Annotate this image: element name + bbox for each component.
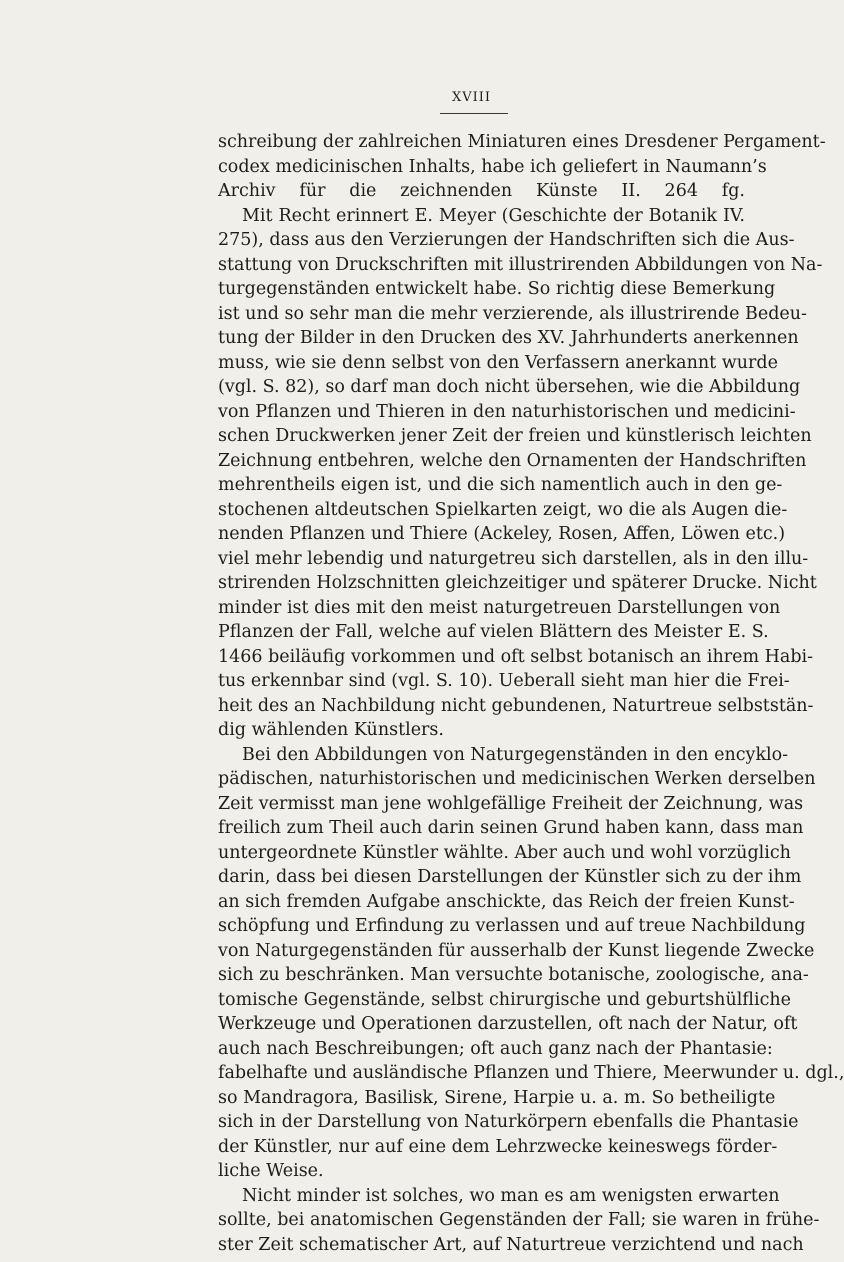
text-line: von Naturgegenständen für ausserhalb der Kunst liegende Zwecke xyxy=(218,940,815,961)
text-line: ist und so sehr man die mehr verzierende, als illustrirende Bedeu- xyxy=(218,303,807,324)
text-line: schen Druckwerken jener Zeit der freien und künstlerisch leichten xyxy=(218,426,812,446)
text-line: viel mehr lebendig und naturgetreu sich darstellen, als in den illu- xyxy=(218,548,809,569)
text-line: Mit Recht erinnert E. Meyer (Geschichte der Botanik IV. xyxy=(242,205,745,226)
text-line: so Mandragora, Basilisk, Sirene, Harpie u. a. m. So betheiligte xyxy=(218,1087,776,1108)
text-line: stochenen altdeutschen Spielkarten zeigt, wo die als Augen die- xyxy=(218,499,788,520)
text-line: Werkzeuge und Operationen darzustellen, oft nach der Natur, oft xyxy=(218,1014,798,1034)
text-line: fabelhafte und ausländische Pflanzen und Thiere, Meerwunder u. dgl., xyxy=(218,1063,844,1083)
text-line: tung der Bilder in den Drucken des XV. Jahrhunderts anerkennen xyxy=(218,328,799,348)
text-line: sollte, bei anatomischen Gegenständen der Fall; sie waren in frühe- xyxy=(218,1210,820,1230)
text-line: nenden Pflanzen und Thiere (Ackeley, Rosen, Affen, Löwen etc.) xyxy=(218,524,786,544)
text-line: tus erkennbar sind (vgl. S. 10). Ueberall sieht man hier die Frei- xyxy=(218,671,790,691)
text-line: schöpfung und Erfindung zu verlassen und auf treue Nachbildung xyxy=(218,916,806,936)
text-line: Bei den Abbildungen von Naturgegenständen in den encyklo- xyxy=(242,744,789,765)
text-line: an sich fremden Aufgabe anschickte, das Reich der freien Kunst- xyxy=(218,891,795,912)
text-line: sich in der Darstellung von Naturkörpern ebenfalls die Phantasie xyxy=(218,1112,799,1132)
text-line: liche Weise. xyxy=(218,1161,324,1181)
text-line: Pflanzen der Fall, welche auf vielen Blättern des Meister E. S. xyxy=(218,622,769,642)
text-line: der Künstler, nur auf eine dem Lehrzwecke keineswegs förder- xyxy=(218,1136,778,1157)
text-line: stattung von Druckschriften mit illustrirenden Abbildungen von Na- xyxy=(218,254,823,275)
header-rule xyxy=(440,113,508,114)
body-text xyxy=(218,130,844,1257)
text-line: ster Zeit schematischer Art, auf Naturtreue verzichtend und nach xyxy=(218,1234,804,1255)
text-line: tomische Gegenstände, selbst chirurgische und geburtshülfliche xyxy=(218,989,792,1010)
text-line: codex medicinischen Inhalts, habe ich geliefert in Naumann’s xyxy=(218,156,767,177)
page-number: XVIII xyxy=(452,90,492,105)
text-line: sich zu beschränken. Man versuchte botanische, zoologische, ana- xyxy=(218,965,809,985)
text-line: muss, wie sie denn selbst von den Verfassern anerkannt wurde xyxy=(218,352,778,373)
text-line: 275), dass aus den Verzierungen der Handschriften sich die Aus- xyxy=(218,230,795,250)
text-line: (vgl. S. 82), so darf man doch nicht übersehen, wie die Abbildung xyxy=(218,377,801,397)
text-line: schreibung der zahlreichen Miniaturen eines Dresdener Pergament- xyxy=(218,132,826,152)
text-line: freilich zum Theil auch darin seinen Grund haben kann, dass man xyxy=(218,818,804,838)
text-line: Zeichnung entbehren, welche den Ornamenten der Handschriften xyxy=(218,450,807,471)
text-line: Archiv für die zeichnenden Künste II. 264 fg. xyxy=(218,181,745,201)
text-line: pädischen, naturhistorischen und medicinischen Werken derselben xyxy=(218,769,816,789)
text-line: untergeordnete Künstler wählte. Aber auch und wohl vorzüglich xyxy=(218,842,791,863)
text-line: von Pflanzen und Thieren in den naturhistorischen und medicini- xyxy=(218,401,796,422)
text-line: mehrentheils eigen ist, und die sich namentlich auch in den ge- xyxy=(218,475,783,495)
text-line: Nicht minder ist solches, wo man es am wenigsten erwarten xyxy=(242,1185,780,1206)
text-line: turgegenständen entwickelt habe. So richtig diese Bemerkung xyxy=(218,279,776,299)
text-line: strirenden Holzschnitten gleichzeitiger und späterer Drucke. Nicht xyxy=(218,573,817,593)
text-line: 1466 beiläufig vorkommen und oft selbst botanisch an ihrem Habi- xyxy=(218,646,814,667)
text-line: heit des an Nachbildung nicht gebundenen, Naturtreue selbststän- xyxy=(218,695,814,716)
text-line: dig wählenden Künstlers. xyxy=(218,720,444,740)
text-line: darin, dass bei diesen Darstellungen der Künstler sich zu der ihm xyxy=(218,867,802,887)
text-line: Zeit vermisst man jene wohlgefällige Freiheit der Zeichnung, was xyxy=(218,793,804,814)
text-line: minder ist dies mit den meist naturgetreuen Darstellungen von xyxy=(218,597,781,618)
text-line: auch nach Beschreibungen; oft auch ganz nach der Phantasie: xyxy=(218,1038,773,1059)
